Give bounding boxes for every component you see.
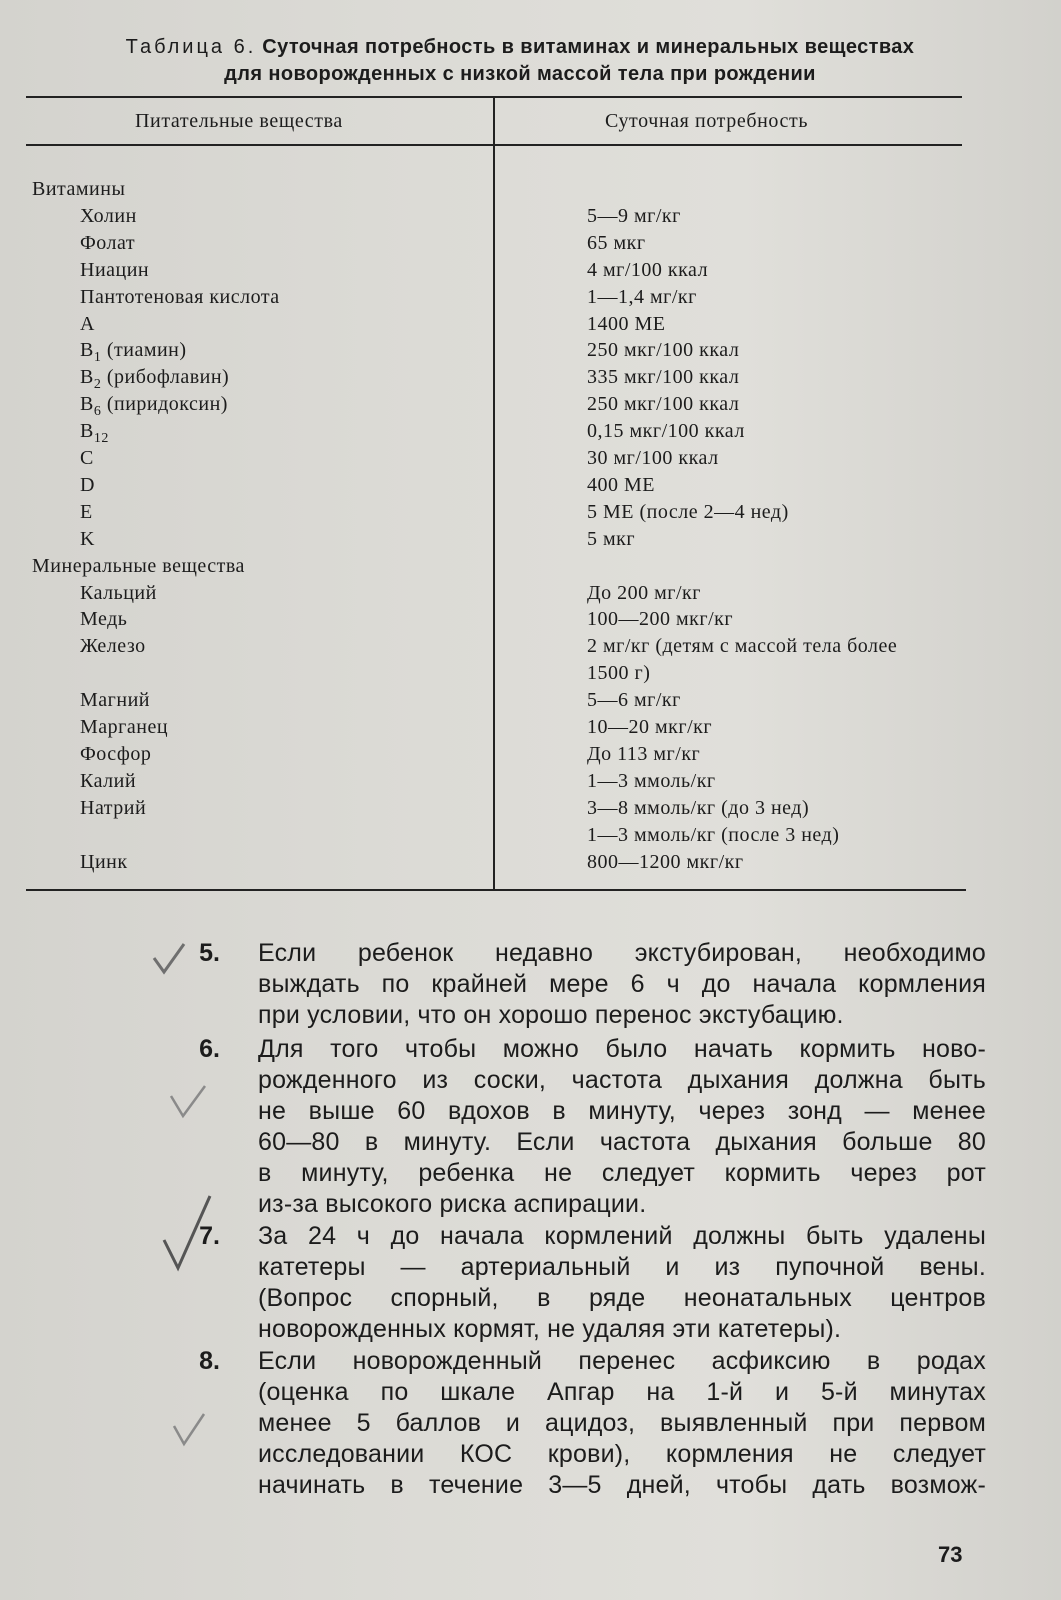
requirement-value: До 113 мг/кг: [587, 742, 701, 765]
nutrient-name: [80, 795, 146, 822]
requirement-value: 30 мг/100 ккал: [587, 447, 719, 469]
nutrient-name-text: A: [80, 312, 95, 335]
nutrient-subscript: 1: [93, 350, 102, 366]
requirement-value: 250 мкг/100 ккал: [587, 393, 740, 416]
pencil-check-mark-icon: [150, 940, 190, 980]
nutrient-name-text: K: [80, 527, 95, 550]
nutrient-name-text: Железо: [80, 635, 146, 658]
nutrient-name-suffix: (пиридоксин): [101, 393, 228, 416]
table-caption: [40, 34, 1000, 88]
paragraph-line: Если ребенок недавно экстубирован, необходимо: [258, 939, 986, 967]
nutrient-name-text: Марганец: [80, 716, 169, 738]
paragraph-line: За 24 ч до начала кормлений должны быть удалены: [258, 1222, 986, 1250]
nutrient-name-text: E: [80, 500, 93, 523]
nutrient-name: [80, 606, 127, 633]
nutrient-name: [80, 284, 280, 311]
nutrient-subscript: 2: [93, 377, 102, 393]
nutrient-name-text: Витамины: [32, 178, 126, 200]
nutrient-name-text: Натрий: [80, 796, 147, 819]
nutrient-name: [80, 580, 157, 607]
list-item-number: 6.: [199, 1035, 220, 1063]
nutrient-name: [80, 633, 146, 660]
pencil-check-mark-icon: [170, 1410, 210, 1450]
requirement-value: 100—200 мкг/кг: [587, 608, 734, 631]
requirement-value: 10—20 мкг/кг: [587, 716, 713, 738]
requirement-value: 1500 г): [587, 662, 651, 685]
nutrient-name: [80, 714, 168, 741]
nutrient-name-text: Пантотеновая кислота: [80, 285, 280, 308]
paragraph-line: менее 5 баллов и ацидоз, выявленный при первом: [258, 1409, 986, 1437]
requirement-value: 250 мкг/100 ккал: [587, 339, 740, 362]
nutrient-name-text: Минеральные вещества: [32, 554, 245, 577]
nutrient-name-text: Кальций: [80, 581, 157, 604]
nutrient-name: [80, 526, 95, 553]
nutrient-name-text: B: [80, 420, 94, 443]
caption-line-2: для новорожденных с низкой массой тела при рождении: [224, 63, 816, 85]
requirement-value: 2 мг/кг (детям с массой тела более: [587, 635, 898, 658]
paragraph-line: не выше 60 вдохов в минуту, через зонд — менее: [258, 1097, 986, 1125]
requirement-value: 1—3 ммоль/кг: [587, 769, 716, 792]
nutrient-name-text: Холин: [80, 204, 137, 227]
nutrient-name: [80, 445, 94, 472]
nutrient-name-text: D: [80, 473, 95, 496]
nutrient-name-text: B: [80, 366, 94, 389]
paragraph-line: Если новорожденный перенес асфиксию в родах: [258, 1347, 986, 1375]
requirement-value: 5—6 мг/кг: [587, 689, 681, 712]
list-item-number: 8.: [199, 1347, 220, 1375]
nutrient-subscript: 12: [93, 431, 109, 447]
paragraph-line: 60—80 в минуту. Если частота дыхания больше 80: [258, 1128, 986, 1156]
caption-line-1: Суточная потребность в витаминах и минеральных веществах: [262, 36, 915, 58]
nutrient-name: [80, 849, 128, 876]
paragraph-line: начинать в течение 3—5 дней, чтобы дать возмож-: [258, 1471, 986, 1499]
nutrient-name: [80, 472, 95, 499]
nutrient-name-text: Медь: [80, 608, 128, 631]
paragraph-line: выждать по крайней мере 6 ч до начала кормления: [258, 970, 986, 998]
nutrient-name-suffix: (рибофлавин): [101, 366, 230, 389]
nutrient-name: [80, 499, 93, 526]
nutrient-name-text: B: [80, 339, 94, 362]
nutrient-name: [80, 230, 135, 257]
requirement-value: 1—3 ммоль/кг (после 3 нед): [587, 823, 840, 846]
nutrient-name: [32, 176, 125, 203]
paragraph-line: рожденного из соски, частота дыхания должна быть: [258, 1066, 986, 1094]
paragraph-line: исследовании КОС крови), кормления не следует: [258, 1440, 986, 1468]
list-item-number: 7.: [199, 1222, 220, 1250]
requirement-value: 1400 МЕ: [587, 312, 666, 335]
requirement-value: 0,15 мкг/100 ккал: [587, 420, 745, 443]
paragraph-line: в минуту, ребенка не следует кормить через рот: [258, 1159, 986, 1187]
requirement-value: 5 МЕ (после 2—4 нед): [587, 500, 789, 523]
nutrient-name: [80, 768, 136, 795]
paragraph-line: при условии, что он хорошо перенос экстубацию.: [258, 1001, 844, 1029]
nutrient-name-text: Фолат: [80, 231, 136, 254]
nutrient-name-text: Цинк: [80, 850, 128, 873]
column-header-nutrients: Питательные вещества: [135, 110, 343, 132]
list-item-number: 5.: [199, 939, 220, 967]
table-column-divider: [493, 96, 495, 891]
nutrient-name: [80, 257, 149, 284]
nutrient-name-text: B: [80, 393, 94, 416]
requirement-value: 800—1200 мкг/кг: [587, 850, 744, 873]
paragraph-line: (Вопрос спорный, в ряде неонатальных центров: [258, 1284, 986, 1312]
paragraph-line: катетеры — артериальный и из пупочной вены.: [258, 1253, 986, 1281]
table-bottom-rule: [26, 889, 966, 891]
nutrient-name-text: Магний: [80, 689, 150, 712]
requirement-value: 1—1,4 мг/кг: [587, 285, 697, 308]
nutrient-name: [80, 741, 151, 768]
nutrient-name: [80, 687, 150, 714]
nutrient-name: [32, 553, 245, 580]
requirement-value: До 200 мг/кг: [587, 581, 701, 604]
nutrient-name-text: Калий: [80, 769, 137, 792]
requirement-value: 3—8 ммоль/кг (до 3 нед): [587, 796, 810, 819]
requirement-value: 335 мкг/100 ккал: [587, 366, 740, 389]
requirement-value: 4 мг/100 ккал: [587, 258, 709, 281]
nutrient-subscript: 6: [93, 404, 102, 420]
nutrient-name: [80, 203, 137, 230]
pencil-check-mark-icon: [165, 1080, 210, 1125]
nutrient-name-text: C: [80, 447, 94, 469]
requirement-value: 65 мкг: [587, 231, 646, 254]
requirement-value: 400 МЕ: [587, 473, 655, 496]
nutrient-name-text: Ниацин: [80, 258, 150, 281]
paragraph-line: новорожденных кормят, не удаляя эти катетеры).: [258, 1315, 842, 1343]
page-number: 73: [938, 1542, 963, 1567]
nutrient-name-suffix: (тиамин): [101, 339, 187, 362]
pencil-check-mark-icon: [158, 1190, 218, 1275]
requirement-value: 5—9 мг/кг: [587, 204, 681, 227]
nutrient-name: [80, 311, 95, 338]
paragraph-line: из-за высокого риска аспирации.: [258, 1190, 647, 1218]
nutrient-name-text: Фосфор: [80, 742, 152, 765]
caption-label: Таблица 6.: [125, 36, 257, 58]
column-header-requirement: Суточная потребность: [605, 110, 809, 132]
paragraph-line: Для того чтобы можно было начать кормить ново-: [258, 1035, 986, 1063]
paragraph-line: (оценка по шкале Апгар на 1-й и 5-й минутах: [258, 1378, 986, 1406]
requirement-value: 5 мкг: [587, 527, 636, 550]
